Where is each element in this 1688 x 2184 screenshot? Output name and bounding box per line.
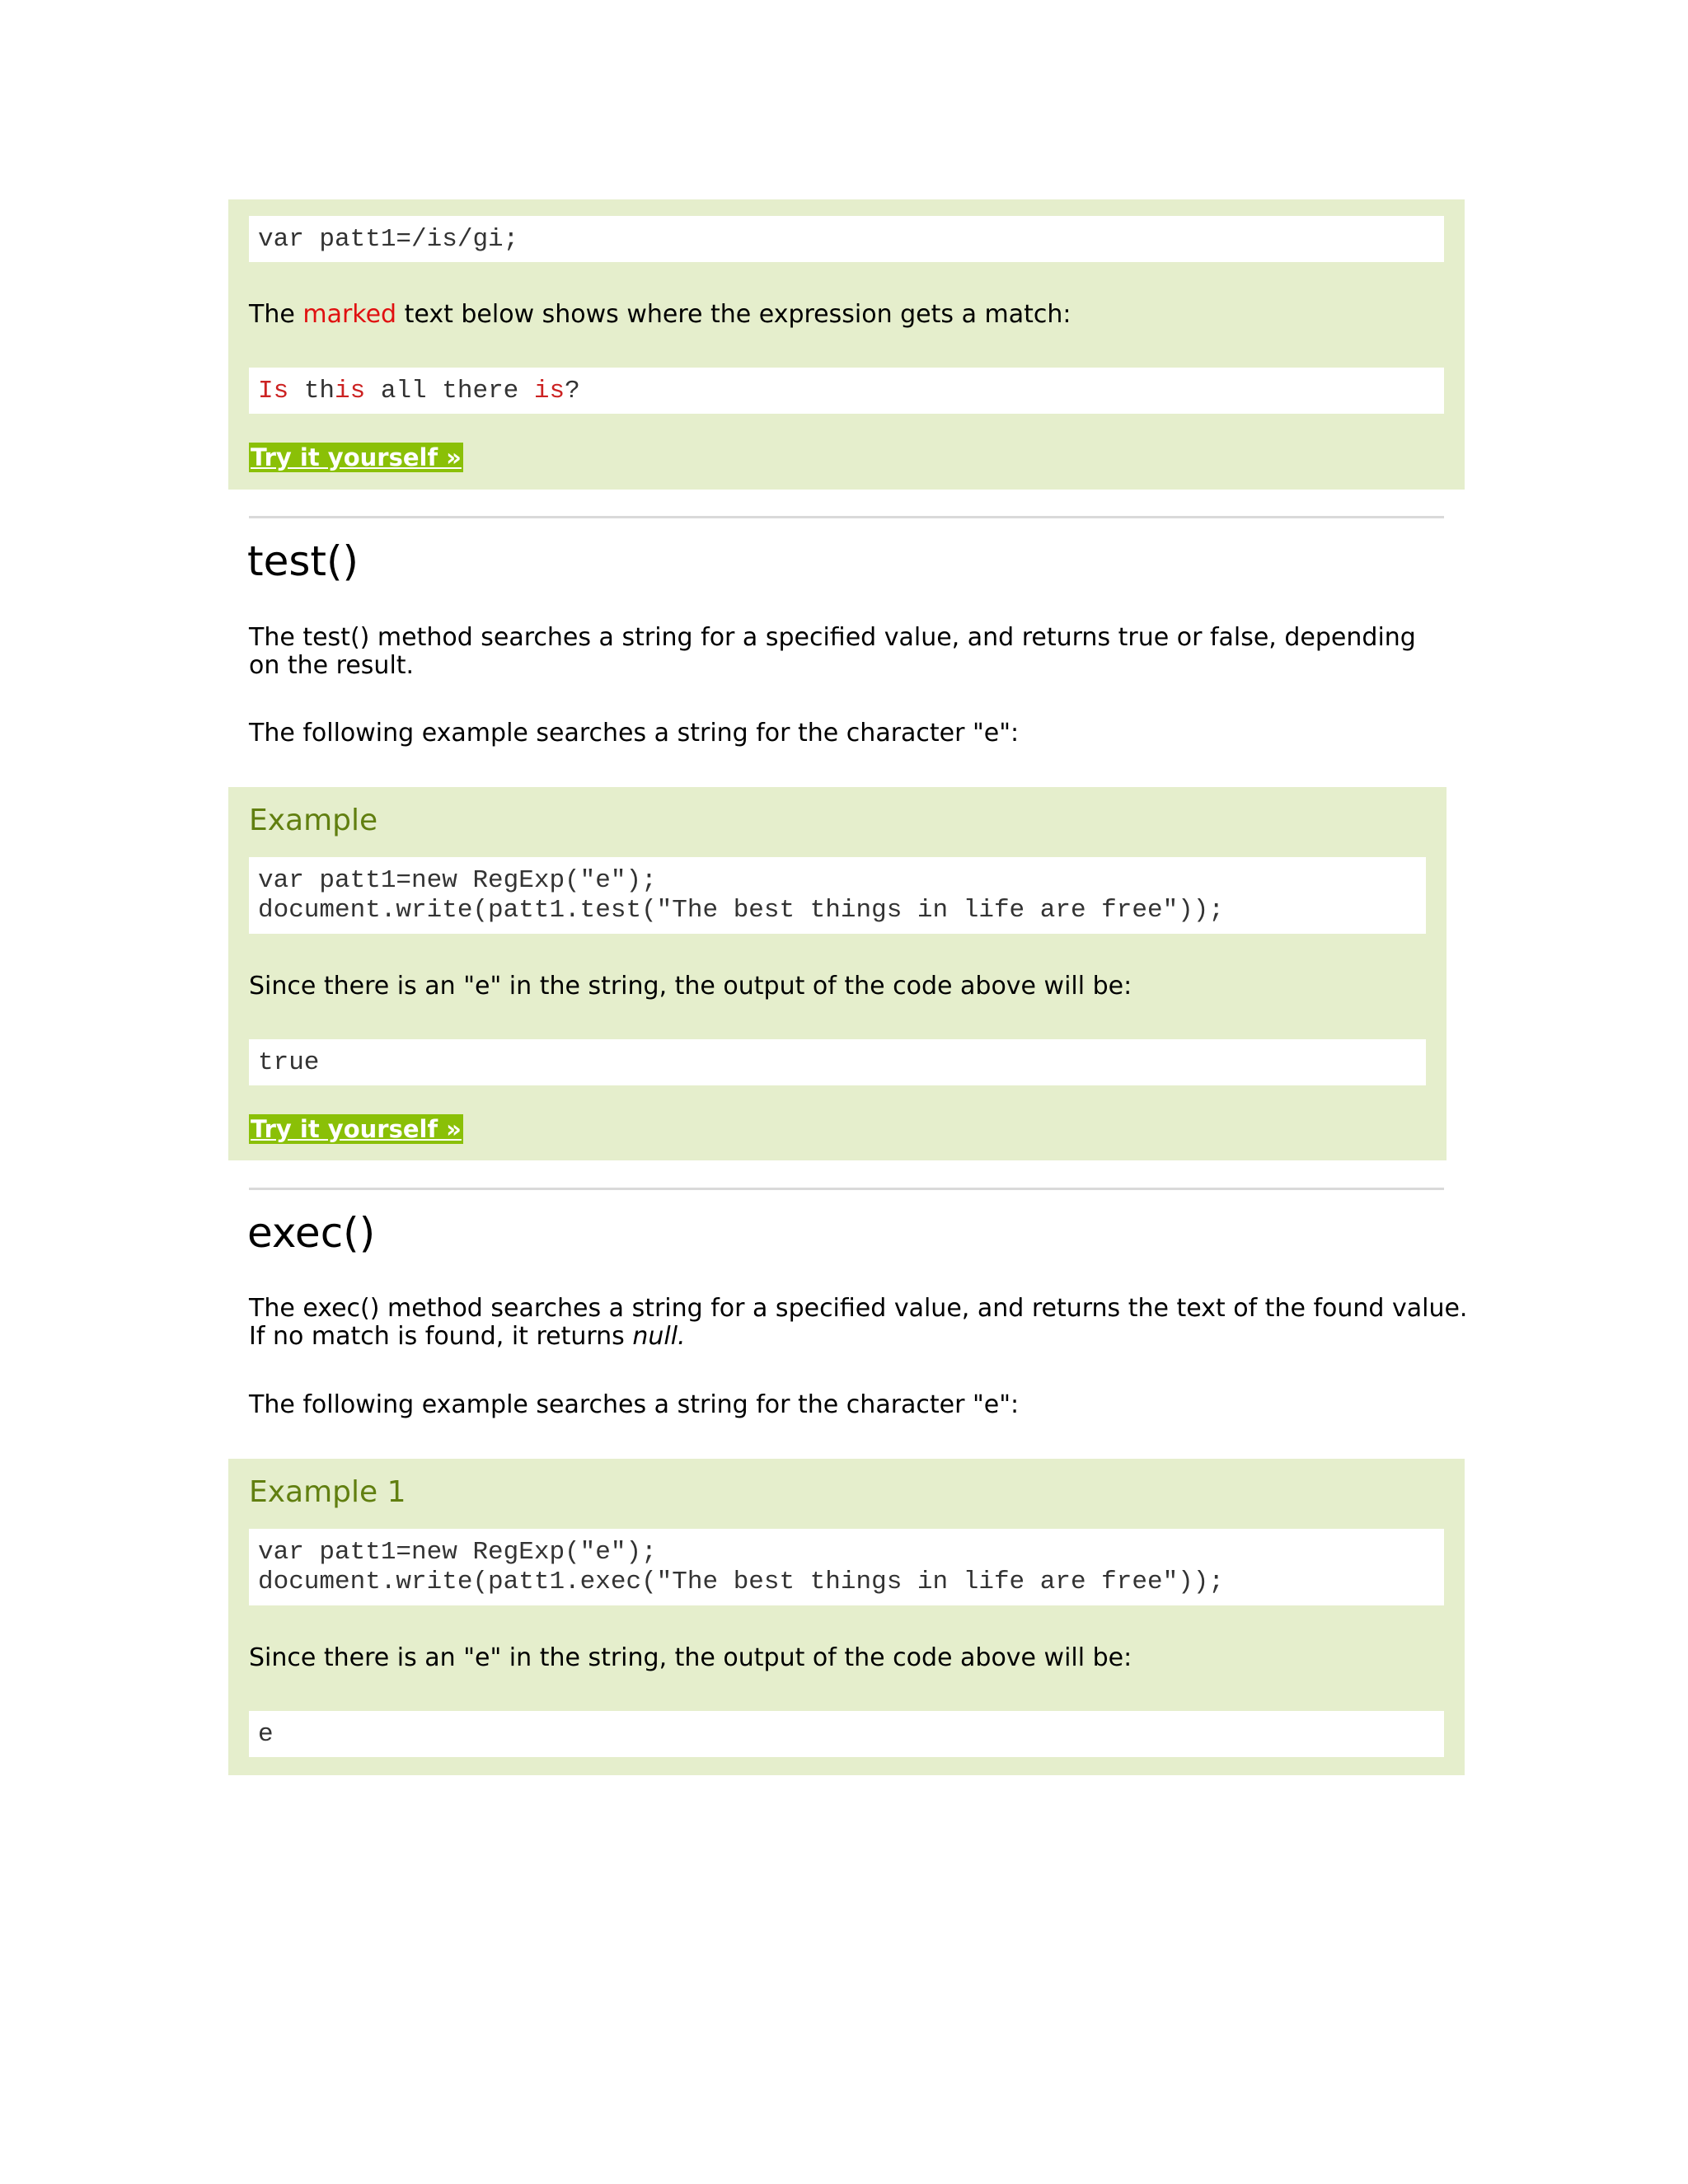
test-output-intro: Since there is an "e" in the string, the output of the code above will be: [249,972,1132,1001]
intro-text-before: The [249,300,303,329]
match-part: Is [258,377,289,405]
exec-description-line2 [249,1323,1469,1351]
code-block-exec [249,1529,1444,1605]
output-box-test: true [249,1039,1426,1085]
output-box-exec: e [249,1711,1444,1757]
code-line: var patt1=new RegExp("e"); [258,1538,657,1567]
exec-description [249,1295,1469,1351]
intro-text-after: text below shows where the expression gets a match: [396,300,1071,329]
match-part: th [288,377,335,405]
section-heading-exec: exec() [247,1209,376,1257]
exec-desc-prefix: If no match is found, it returns [249,1322,633,1351]
section-heading-test: test() [247,537,359,585]
match-intro-text [249,301,1071,329]
section-divider [249,516,1444,518]
code-line: var patt1=new RegExp("e"); [258,866,657,895]
try-it-yourself-button[interactable]: Try it yourself » [251,1115,462,1143]
code-line: document.write(patt1.exec("The best things in life are free")); [258,1568,1224,1596]
marked-word: marked [302,300,397,329]
match-part: ? [565,377,580,405]
section-divider [249,1188,1444,1190]
match-part: is [533,377,565,405]
match-part: is [335,377,366,405]
code-block-regex: var patt1=/is/gi; [249,216,1444,262]
exec-description-line1: The exec() method searches a string for a specified value, and returns the text of the found value. [249,1294,1468,1323]
code-line: document.write(patt1.test("The best things in life are free")); [258,896,1224,925]
exec-example-intro: The following example searches a string for the character "e": [249,1390,1020,1419]
null-keyword: null. [632,1322,686,1351]
code-block-test [249,857,1426,934]
match-part: all there [365,377,534,405]
test-example-intro: The following example searches a string for the character "e": [249,719,1020,748]
try-it-yourself-button[interactable]: Try it yourself » [251,443,462,471]
exec-output-intro: Since there is an "e" in the string, the output of the code above will be: [249,1643,1132,1672]
match-result-box [249,368,1444,414]
example-title: Example [249,804,378,837]
test-description: The test() method searches a string for a specified value, and returns true or false, depending on the result. [249,623,1416,680]
example-title: Example 1 [249,1475,406,1509]
